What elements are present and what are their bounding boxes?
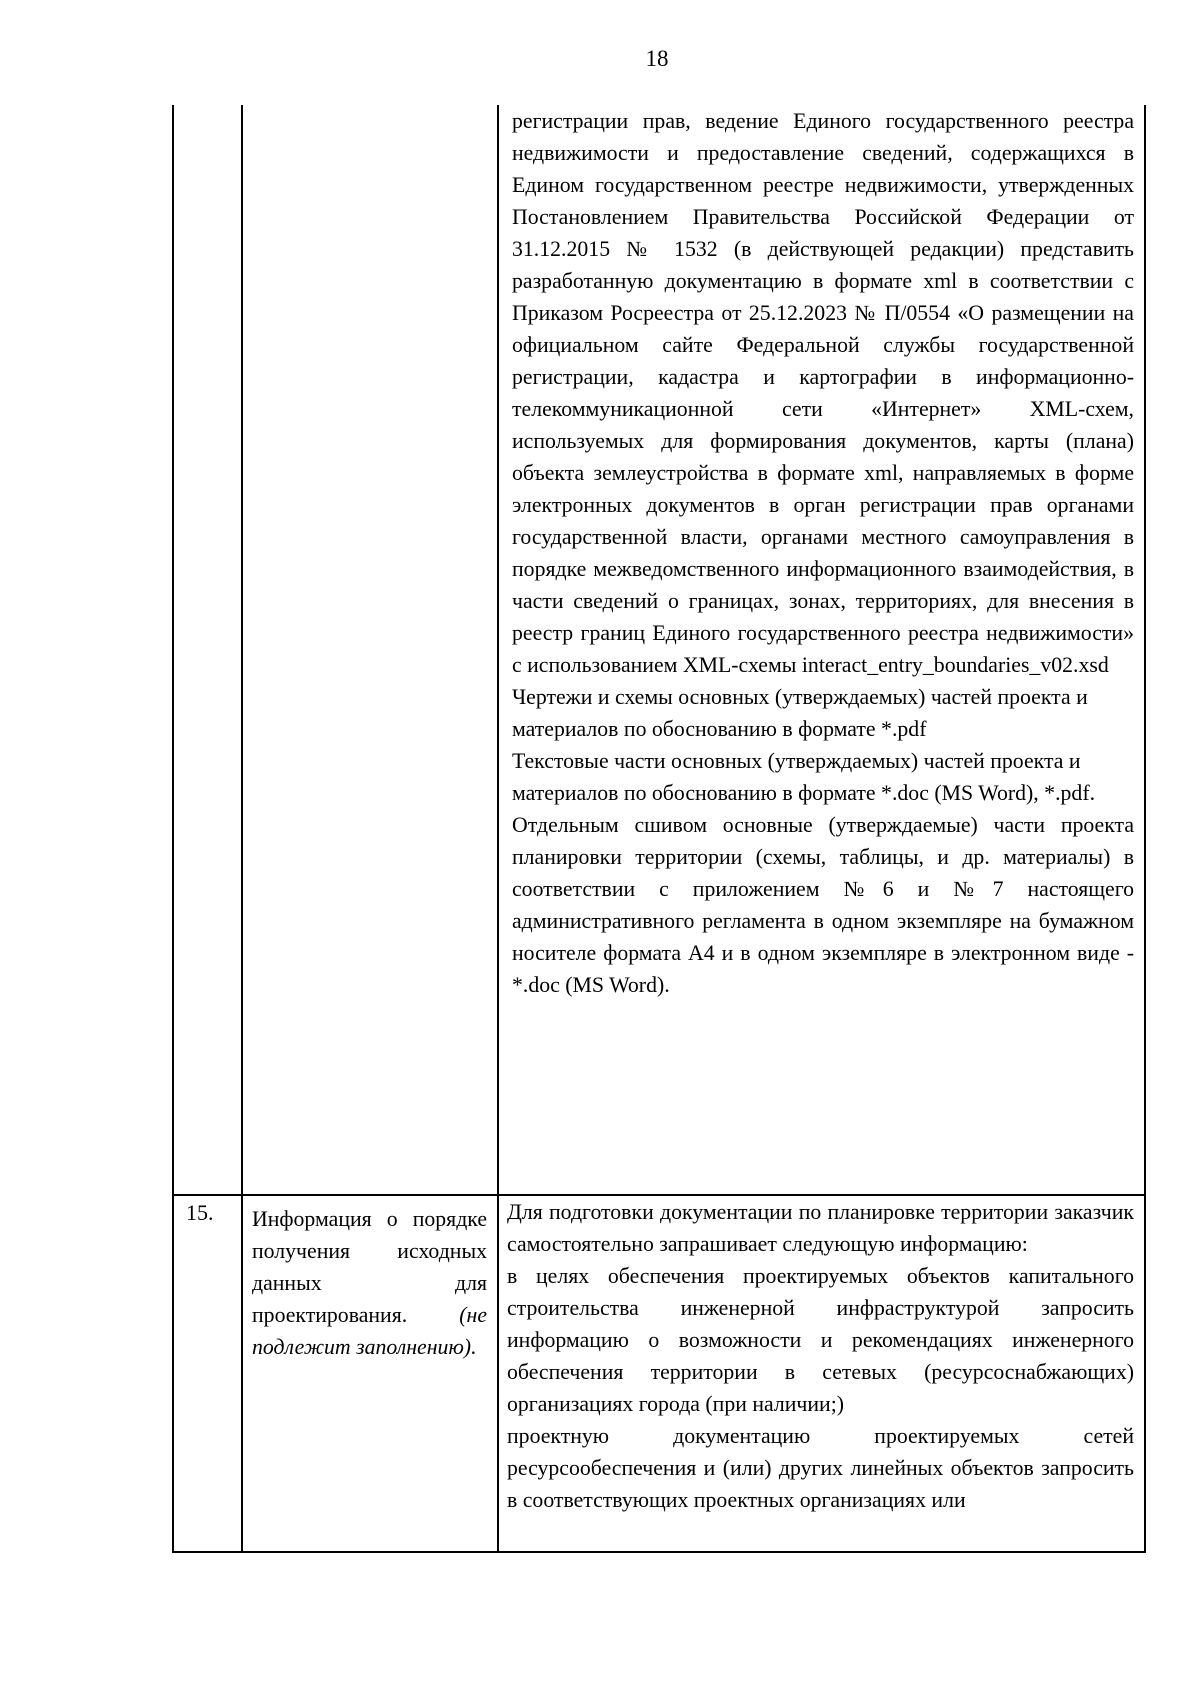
paragraph: Чертежи и схемы основных (утверждаемых) частей проекта и материалов по обоснованию в формате *.pdf (512, 685, 1088, 741)
paragraph: регистрации прав, ведение Единого государственного реестра недвижимости и предоставление сведений, содержащихся в Едином государственном реестре недвижимости, утвержденных Постановлением Правительства Российской Федерации от 31.12.2015 № 1532 (в действующей редакции) представить разработанную документацию в формате xml в соответствии с Приказом Росреестра от 25.12.2023 № П/0554 «О размещении на официальном сайте Федеральной службы государственной регистрации, кадастра и картографии в информационно-телекоммуникационной сети «Интернет» XML-схем, используемых для формирования документов, карты (плана) объекта землеустройства в формате xml, направляемых в форме электронных документов в орган регистрации прав органами государственной власти, органами местного самоуправления в порядке межведомственного информационного взаимодействия, в части сведений о границах, зонах, территориях, для внесения в реестр границ Единого государственного реестра недвижимости» с использованием XML-схемы interact_entry_boundaries_v02.xsd (512, 109, 1134, 677)
row-number: 15. (186, 1200, 214, 1225)
page-number: 18 (645, 46, 669, 71)
table-border-bottom (172, 1551, 1146, 1553)
row-label-text: Информация о порядке получения исходных данных для проектирования. (252, 1207, 487, 1327)
table-row-content (507, 1196, 1134, 1516)
paragraph: Для подготовки документации по планировке территории заказчик самостоятельно запрашивает следующую информацию: (507, 1200, 1134, 1256)
paragraph: Текстовые части основных (утверждаемых) частей проекта и материалов по обоснованию в формате *.doc (MS Word), *.pdf. (512, 749, 1096, 805)
table-row-content (512, 105, 1134, 1001)
table-border-right (1144, 105, 1146, 1553)
table-border-col1 (241, 105, 243, 1553)
paragraph: Отдельным сшивом основные (утверждаемые) части проекта планировки территории (схемы, таблицы, и др. материалы) в соответствии с приложением №6 и №7 настоящего административного регламента в одном экземпляре на бумажном носителе формата А4 и в одном экземпляре в электронном виде -*.doc (MS Word). (512, 813, 1134, 997)
row-label (252, 1203, 487, 1363)
paragraph: в целях обеспечения проектируемых объектов капитального строительства инженерной инфраструктурой запросить информацию о возможности и рекомендациях инженерного обеспечения территории в сетевых (ресурсоснабжающих) организациях города (при наличии;) (507, 1264, 1134, 1416)
table-border-left (172, 105, 174, 1553)
table-border-col2 (497, 105, 499, 1553)
paragraph: проектную документацию проектируемых сетей ресурсообеспечения и (или) других линейных объектов запросить в соответствующих проектных организациях или (507, 1424, 1134, 1512)
row-label-note: (не подлежит заполнению). (252, 1303, 487, 1359)
